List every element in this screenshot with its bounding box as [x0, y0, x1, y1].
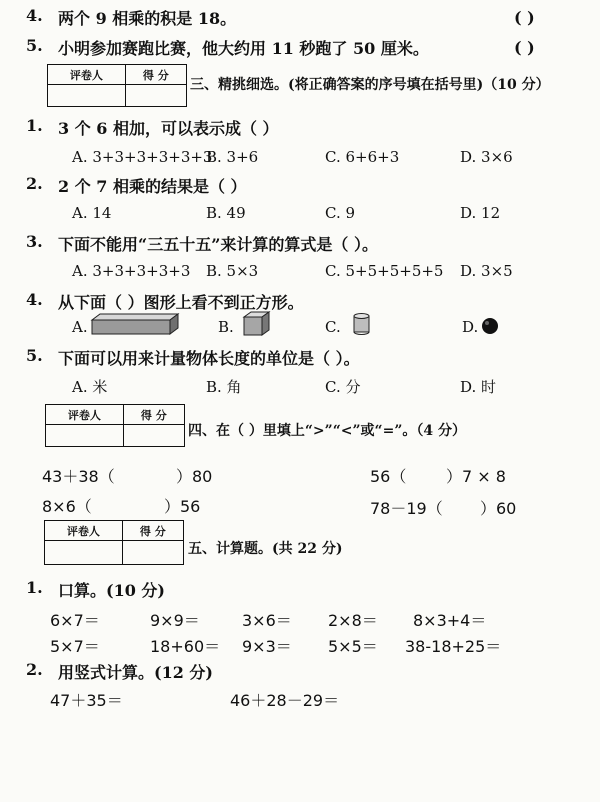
mc-q3-option-c[interactable]: C. 5+5+5+5+5 — [325, 262, 444, 280]
oral-calc-r1-3: 3×6＝ — [242, 611, 292, 630]
mc-q3-option-d[interactable]: D. 3×5 — [460, 262, 513, 280]
cylinder-shape-icon — [352, 312, 372, 336]
score-cell[interactable] — [125, 85, 186, 107]
judge-q5-answer-paren[interactable]: ( ) — [514, 38, 535, 57]
mc-q3-number: 3. — [26, 232, 43, 251]
cuboid-shape-icon — [90, 312, 180, 336]
score-label: 得 分 — [122, 521, 183, 541]
mc-q2-option-b[interactable]: B. 49 — [206, 204, 246, 222]
score-box-section3 — [47, 64, 187, 107]
compare-item-2-right: ）7 × 8 — [446, 467, 506, 486]
mc-q2-option-d[interactable]: D. 12 — [460, 204, 501, 222]
compare-item-1-right: ）80 — [176, 467, 213, 486]
calc-sub1-number: 1. — [26, 578, 43, 597]
mc-q1-option-d[interactable]: D. 3×6 — [460, 148, 513, 166]
calc-sub1-text: 口算。(10 分) — [58, 581, 165, 600]
score-cell[interactable] — [123, 425, 184, 447]
mc-q2-number: 2. — [26, 174, 43, 193]
mc-q3-text: 下面不能用“三五十五”来计算的算式是（ ）。 — [58, 235, 378, 254]
mc-q4-option-d[interactable]: D. — [462, 318, 479, 336]
reviewer-label: 评卷人 — [46, 405, 124, 425]
mc-q3-option-b[interactable]: B. 5×3 — [206, 262, 259, 280]
mc-q5-option-d[interactable]: D. 时 — [460, 378, 497, 396]
reviewer-cell[interactable] — [46, 425, 124, 447]
judge-q4-answer-paren[interactable]: ( ) — [514, 8, 535, 27]
oral-calc-r1-2: 9×9＝ — [150, 611, 200, 630]
reviewer-label: 评卷人 — [48, 65, 126, 85]
mc-q2-option-a[interactable]: A. 14 — [72, 204, 112, 222]
compare-item-1-left: 43＋38（ — [42, 467, 115, 486]
mc-q1-text: 3 个 6 相加，可以表示成（ ） — [58, 119, 279, 138]
score-cell[interactable] — [122, 541, 183, 565]
oral-calc-r2-2: 18+60＝ — [150, 637, 221, 656]
mc-q4-option-a[interactable]: A. — [72, 318, 88, 336]
mc-q1-option-a[interactable]: A. 3+3+3+3+3+3 — [72, 148, 213, 166]
section3-title: 三、精挑细选。(将正确答案的序号填在括号里)（10 分） — [190, 77, 550, 93]
mc-q2-text: 2 个 7 相乘的结果是（ ） — [58, 177, 247, 196]
judge-q5-text: 小明参加赛跑比赛，他大约用 11 秒跑了 50 厘米。 — [58, 39, 429, 58]
mc-q5-option-a[interactable]: A. 米 — [72, 378, 108, 396]
compare-item-2-left: 56（ — [370, 467, 407, 486]
reviewer-cell[interactable] — [45, 541, 123, 565]
calc-sub2-number: 2. — [26, 660, 43, 679]
mc-q4-text: 从下面（ ）图形上看不到正方形。 — [58, 293, 304, 312]
mc-q1-option-c[interactable]: C. 6+6+3 — [325, 148, 400, 166]
compare-item-4-right: ）60 — [480, 499, 517, 518]
judge-q4-text: 两个 9 相乘的积是 18。 — [58, 9, 237, 28]
vertical-calc-1: 47＋35＝ — [50, 691, 123, 710]
compare-item-4-left: 78－19（ — [370, 499, 443, 518]
mc-q5-number: 5. — [26, 346, 43, 365]
oral-calc-r1-1: 6×7＝ — [50, 611, 100, 630]
mc-q4-number: 4. — [26, 290, 43, 309]
judge-q5-number: 5. — [26, 36, 43, 55]
oral-calc-r2-1: 5×7＝ — [50, 637, 100, 656]
mc-q5-option-c[interactable]: C. 分 — [325, 378, 361, 396]
judge-q4-number: 4. — [26, 6, 43, 25]
oral-calc-r1-5: 8×3+4＝ — [413, 611, 487, 630]
vertical-calc-2: 46＋28－29＝ — [230, 691, 340, 710]
score-box-section4 — [45, 404, 185, 447]
section4-title: 四、在（ ）里填上“>”“<”或“=”。（4 分） — [188, 423, 466, 439]
oral-calc-r2-5: 38-18+25＝ — [405, 637, 502, 656]
oral-calc-r2-4: 5×5＝ — [328, 637, 378, 656]
sphere-shape-icon — [480, 316, 500, 336]
score-box-section5 — [44, 520, 184, 565]
reviewer-label: 评卷人 — [45, 521, 123, 541]
cube-shape-icon — [242, 310, 272, 338]
mc-q3-option-a[interactable]: A. 3+3+3+3+3 — [72, 262, 191, 280]
oral-calc-r1-4: 2×8＝ — [328, 611, 378, 630]
mc-q1-number: 1. — [26, 116, 43, 135]
score-label: 得 分 — [125, 65, 186, 85]
calc-sub2-text: 用竖式计算。(12 分) — [58, 663, 213, 682]
section5-title: 五、计算题。(共 22 分) — [188, 541, 343, 557]
compare-item-3-left: 8×6（ — [42, 497, 92, 516]
score-label: 得 分 — [123, 405, 184, 425]
mc-q5-option-b[interactable]: B. 角 — [206, 378, 242, 396]
mc-q2-option-c[interactable]: C. 9 — [325, 204, 356, 222]
compare-item-3-right: ）56 — [164, 497, 201, 516]
mc-q1-option-b[interactable]: B. 3+6 — [206, 148, 259, 166]
mc-q5-text: 下面可以用来计量物体长度的单位是（ ）。 — [58, 349, 360, 368]
mc-q4-option-b[interactable]: B. — [218, 318, 234, 336]
reviewer-cell[interactable] — [48, 85, 126, 107]
mc-q4-option-c[interactable]: C. — [325, 318, 341, 336]
oral-calc-r2-3: 9×3＝ — [242, 637, 292, 656]
